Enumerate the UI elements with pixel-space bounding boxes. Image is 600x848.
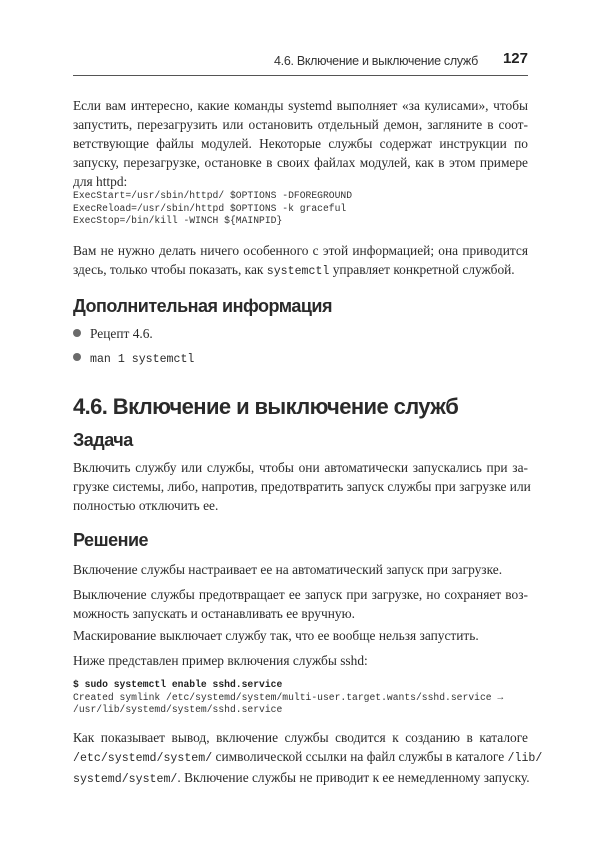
final-paragraph bbox=[73, 728, 543, 789]
text-line: грузке системы, либо, напротив, предотвратить запуск службы при загрузке или bbox=[73, 479, 531, 494]
text-line: Выключение службы предотвращает ее запуск при загрузке, но сохраняет воз- bbox=[73, 587, 528, 602]
text-line: Как показывает вывод, включение службы сводится к созданию в каталоге bbox=[73, 730, 528, 745]
solution-heading: Решение bbox=[73, 530, 149, 550]
page-number: 127 bbox=[502, 50, 528, 67]
inline-code: systemctl bbox=[266, 265, 330, 278]
bullet-icon bbox=[73, 353, 81, 361]
text-line: Включение службы настраивает ее на автоматический запуск при загрузке. bbox=[73, 562, 503, 577]
text-line: запуску, перезагрузке, остановке в своих файлах модулей, как в этом примере bbox=[73, 155, 528, 170]
text-line: ветствующие файлы модулей. Некоторые службы содержат инструкции по bbox=[73, 136, 528, 151]
solution-paragraph-2 bbox=[73, 585, 528, 623]
code-line: ExecReload=/usr/sbin/httpd $OPTIONS -k graceful bbox=[73, 202, 347, 214]
text-line: Если вам интересно, какие команды systemd выполняет «за кулисами», чтобы bbox=[73, 98, 528, 113]
intro-paragraph bbox=[73, 96, 528, 191]
text-line: /etc/systemd/system/ символической ссылки на файл службы в каталоге /lib/ bbox=[73, 749, 543, 765]
text-line: можность запускать и останавливать ее вручную. bbox=[73, 606, 355, 621]
code-line: ExecStop=/bin/kill -WINCH ${MAINPID} bbox=[73, 215, 283, 227]
more-info-heading: Дополнительная информация bbox=[73, 296, 332, 316]
code-line: ExecStart=/usr/sbin/httpd/ $OPTIONS -DFOREGROUND bbox=[73, 190, 353, 201]
code-line: /usr/lib/systemd/system/sshd.service bbox=[73, 704, 283, 716]
text-line: Включить службу или службы, чтобы они автоматически запускались при за- bbox=[73, 460, 528, 475]
running-header bbox=[73, 49, 528, 76]
task-heading: Задача bbox=[73, 430, 133, 450]
note-paragraph bbox=[73, 241, 528, 281]
solution-paragraph-3 bbox=[73, 626, 528, 645]
code-command: $ sudo systemctl enable sshd.service bbox=[73, 679, 283, 690]
text-line: systemd/system/. Включение службы не приводит к ее немедленному запуску. bbox=[73, 770, 530, 786]
httpd-code-block bbox=[73, 190, 533, 228]
bullet-icon bbox=[73, 329, 81, 337]
text-line: для httpd: bbox=[73, 174, 128, 189]
list-item: Рецепт 4.6. bbox=[73, 324, 528, 343]
running-header-title: 4.6. Включение и выключение служб bbox=[274, 54, 478, 68]
text-line: запустить, перезагрузить или остановить отдельный демон, загляните в соот- bbox=[73, 117, 528, 132]
text-line: Маскирование выключает службу так, что ее вообще нельзя запустить. bbox=[73, 628, 479, 643]
text-line: Вам не нужно делать ничего особенного с этой информацией; она приводится bbox=[73, 243, 528, 258]
text-line: полностью отключить ее. bbox=[73, 498, 219, 513]
list-item: man 1 systemctl bbox=[73, 348, 528, 369]
sshd-code-block bbox=[73, 679, 533, 717]
solution-paragraph-1 bbox=[73, 560, 528, 579]
code-line: Created symlink /etc/systemd/system/multi-user.target.wants/sshd.service → bbox=[73, 691, 504, 703]
text-line: здесь, только чтобы показать, как systemctl управляет конкретной службой. bbox=[73, 262, 515, 278]
solution-paragraph-4 bbox=[73, 651, 528, 670]
section-title: 4.6. Включение и выключение служб bbox=[73, 394, 459, 419]
task-paragraph bbox=[73, 458, 531, 515]
text-line: Ниже представлен пример включения службы sshd: bbox=[73, 653, 368, 668]
